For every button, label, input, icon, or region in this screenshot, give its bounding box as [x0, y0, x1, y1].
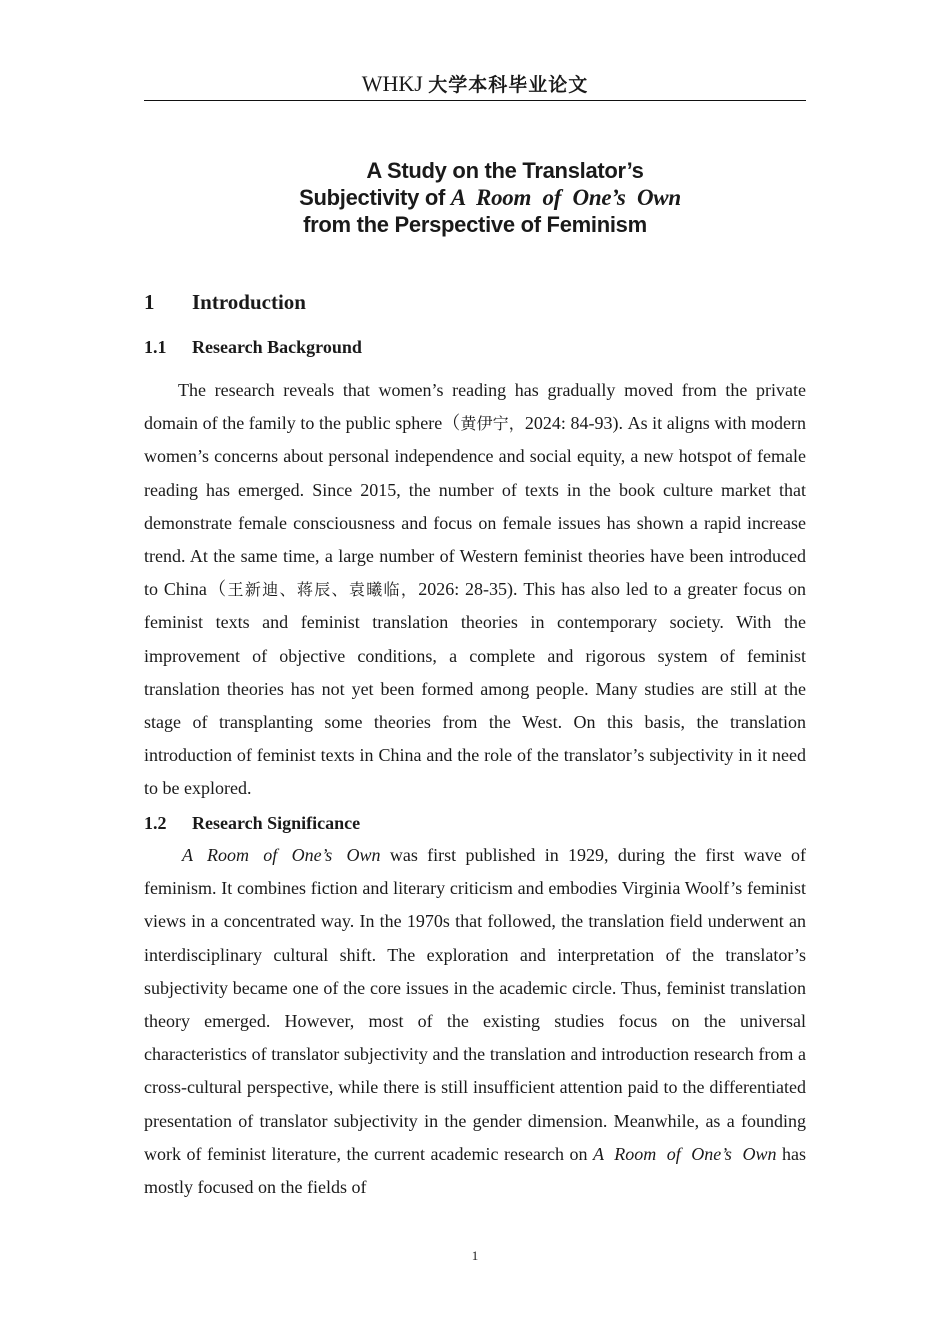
- title-line-2: [144, 184, 806, 211]
- paragraph-research-background: [144, 374, 806, 806]
- header-rule: [144, 100, 806, 101]
- section-title: Introduction: [192, 290, 306, 314]
- subsection-heading-1-2: [144, 811, 360, 835]
- book-title: A Room of One’s Own: [593, 1143, 777, 1164]
- paragraph-text: The research reveals that women’s reading has gradually moved from the private domain of the family to the public sphere（: [144, 380, 806, 434]
- paragraph-text: has mostly focused on the fields of: [144, 1143, 807, 1198]
- book-title: A Room of One’s Own: [182, 845, 381, 865]
- subsection-number: 1.1: [144, 337, 167, 357]
- subsection-title: Research Background: [192, 337, 362, 357]
- citation-authors: 王新迪、蒋辰、袁曦临，: [227, 580, 419, 600]
- paragraph-text: 2024: 84-93). As it aligns with modern women’s concerns about personal independence and social equity, a new hotspot of female reading has emerged. Since 2015, the number of texts in the book culture market that demonstrate female consciousness and focus on female issues has shown a rapid increase trend. At the same time, a large number of Western feminist theories have been introduced to China（: [144, 413, 806, 600]
- citation-author: 黄伊宁，: [460, 414, 525, 434]
- title-book-name: A Room of One’s Own: [450, 185, 681, 210]
- title-line-3: from the Perspective of Feminism: [303, 212, 647, 237]
- title-line-1: A Study on the Translator’s: [366, 158, 644, 183]
- title-line-2-prefix: Subjectivity of: [299, 185, 445, 210]
- subsection-heading-1-1: [144, 335, 362, 359]
- page-number: 1: [471, 1248, 479, 1263]
- section-heading-1: [144, 288, 306, 316]
- subsection-number: 1.2: [144, 813, 167, 833]
- page-header: [144, 68, 806, 101]
- header-cjk: 大学本科毕业论文: [428, 74, 589, 96]
- paper-title: [144, 157, 806, 238]
- header-latin: WHKJ: [361, 71, 423, 96]
- section-number: 1: [144, 290, 155, 314]
- paragraph-text: was first published in 1929, during the first wave of feminism. It combines fiction and literary criticism and embodies Virginia Woolf’s feminist views in a concentrated way. In the 1970s that followed, the translation field underwent an interdisciplinary cultural shift. The exploration and interpretation of the translator’s subjectivity became one of the core issues in the academic circle. Thus, feminist translation theory emerged. However, most of the existing studies focus on the universal characteristics of translator subjectivity and the translation and introduction research from a cross-cultural perspective, while there is still insufficient attention paid to the differentiated presentation of translator subjectivity in the gender dimension. Meanwhile, as a founding work of feminist literature, the current academic research on: [144, 845, 806, 1164]
- paragraph-research-significance: [144, 839, 806, 1204]
- paragraph-text: 2026: 28-35). This has also led to a greater focus on feminist texts and feminist translation theories in contemporary society. With the improvement of objective conditions, a complete and rigorous system of feminist translation theories has not yet been formed among people. Many studies are still at the stage of transplanting some theories from the West. On this basis, the translation introduction of feminist texts in China and the role of the translator’s subjectivity in it need to be explored.: [144, 579, 806, 799]
- subsection-title: Research Significance: [192, 813, 361, 833]
